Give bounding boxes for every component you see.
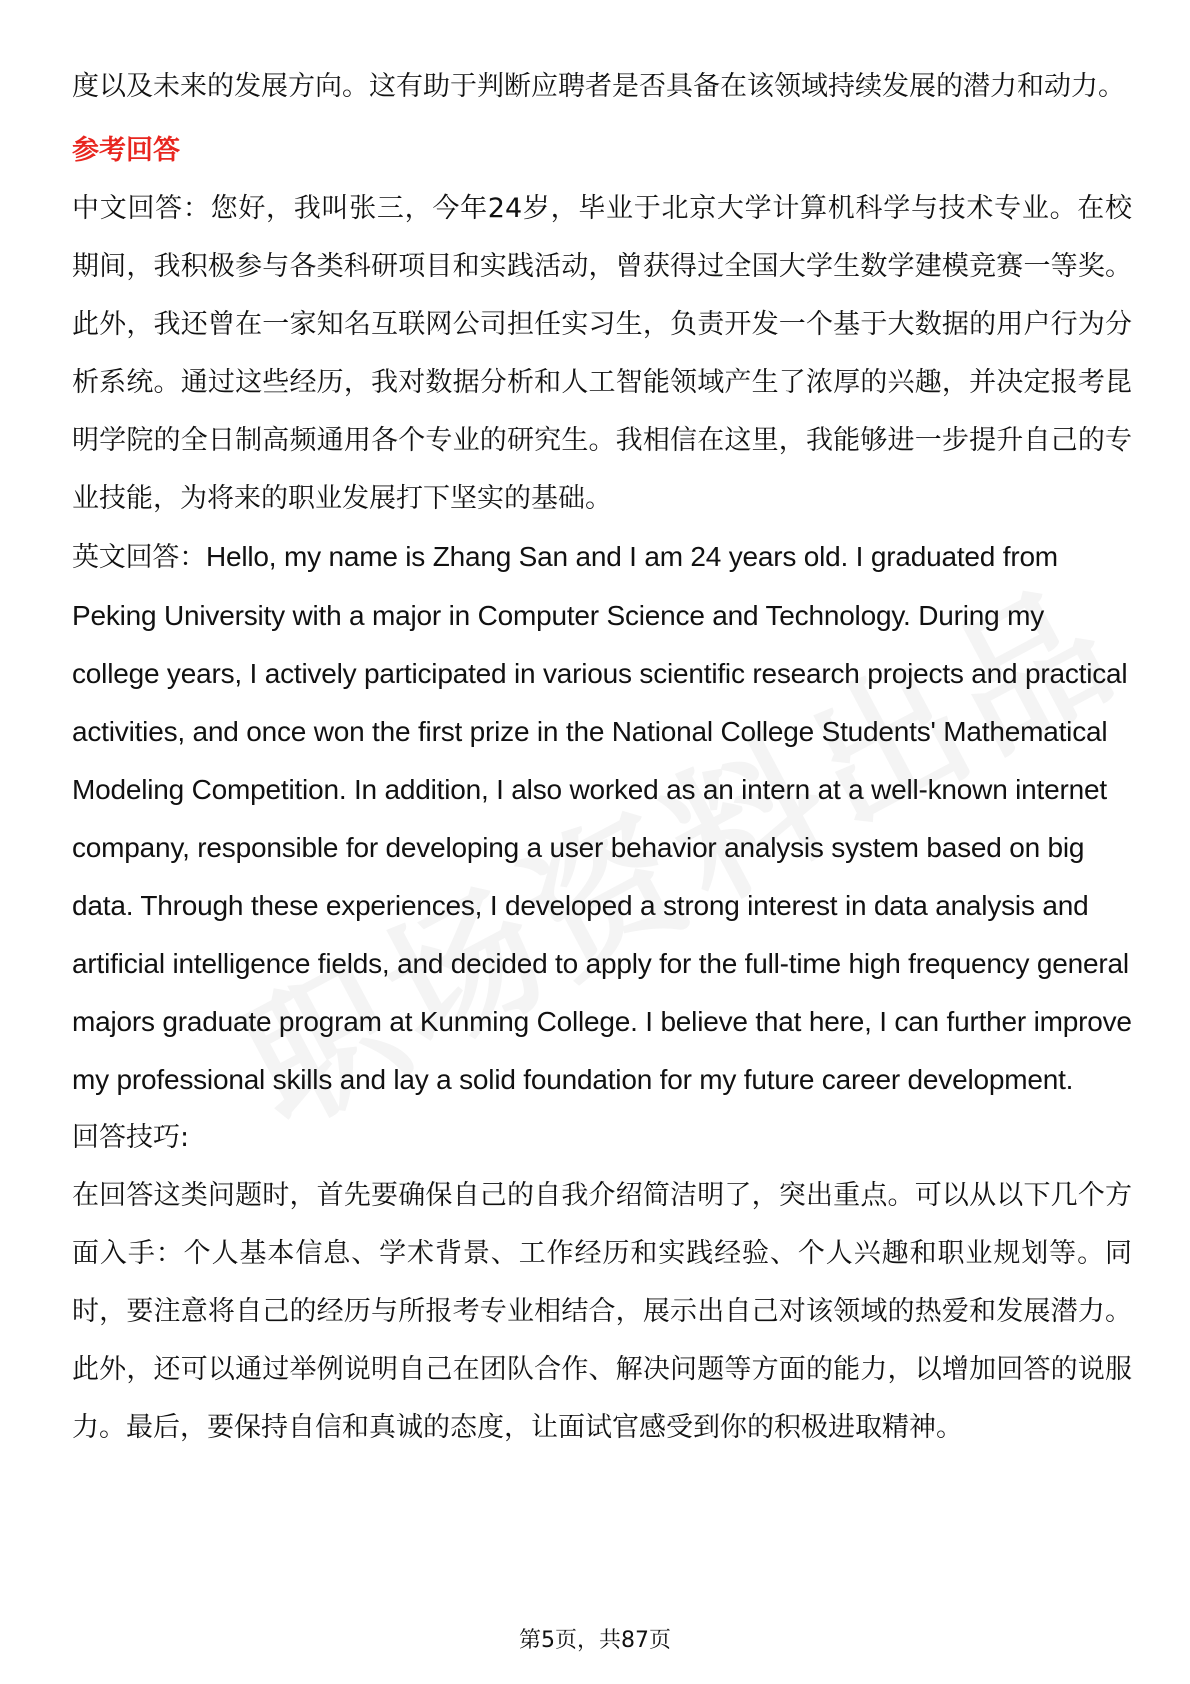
english-answer-label: 英文回答： — [72, 542, 206, 573]
tips-label: 回答技巧: — [72, 1122, 190, 1153]
tips-text: 在回答这类问题时，首先要确保自己的自我介绍简洁明了，突出重点。可以从以下几个方面入手：个人基本信息、学术背景、工作经历和实践经验、个人兴趣和职业规划等。同时，要注意将自己的经历与所报考专业相结合，展示出自己对该领域的热爱和发展潜力。此外，还可以通过举例说明自己在团队合作、解决问题等方面的能力，以增加回答的说服力。最后，要保持自信和真诚的态度，让面试官感受到你的积极进取精神。 — [72, 1180, 1132, 1443]
chinese-answer-label: 中文回答： — [72, 193, 211, 224]
english-answer-paragraph — [72, 528, 1132, 1109]
document-body — [72, 58, 1132, 1457]
english-answer-text: Hello, my name is Zhang San and I am 24 years old. I graduated from Peking University with a major in Computer Science and Technology. During my college years, I actively participated in various scientific research projects and practical activities, and once won the first prize in the National College Students' Mathematical Modeling Competition. In addition, I also worked as an intern at a well-known internet company, responsible for developing a user behavior analysis system based on big data. Through these experiences, I developed a strong interest in data analysis and artificial intelligence fields, and decided to apply for the full-time high frequency general majors graduate program at Kunming College. I believe that here, I can further improve my professional skills and lay a solid foundation for my future career development. — [72, 541, 1132, 1095]
reference-answer-title: 参考回答 — [72, 135, 180, 166]
intro-continuation: 度以及未来的发展方向。这有助于判断应聘者是否具备在该领域持续发展的潜力和动力。 — [72, 71, 1125, 102]
chinese-answer-paragraph — [72, 180, 1132, 528]
page-number: 第5页，共87页 — [519, 1628, 671, 1653]
chinese-answer-text: 您好，我叫张三，今年24岁，毕业于北京大学计算机科学与技术专业。在校期间，我积极参与各类科研项目和实践活动，曾获得过全国大学生数学建模竞赛一等奖。此外，我还曾在一家知名互联网公司担任实习生，负责开发一个基于大数据的用户行为分析系统。通过这些经历，我对数据分析和人工智能领域产生了浓厚的兴趣，并决定报考昆明学院的全日制高频通用各个专业的研究生。我相信在这里，我能够进一步提升自己的专业技能，为将来的职业发展打下坚实的基础。 — [72, 193, 1133, 514]
